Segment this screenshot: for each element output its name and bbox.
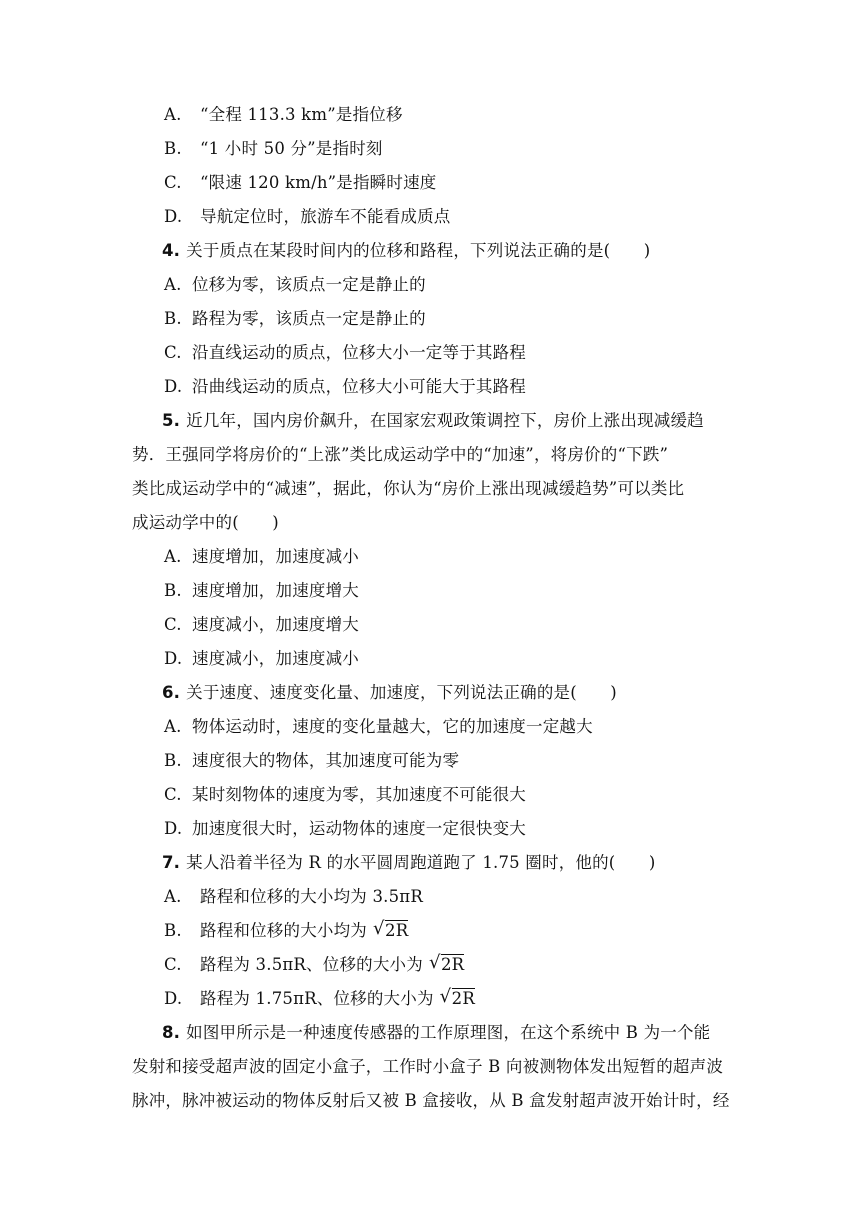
option-letter: A. <box>164 887 182 906</box>
q4-option-b <box>164 307 426 331</box>
q5-option-d <box>164 647 359 671</box>
option-text: 物体运动时，速度的变化量越大，它的加速度一定越大 <box>192 717 593 736</box>
question-text: 关于质点在某段时间内的位移和路程，下列说法正确的是( ) <box>186 241 651 260</box>
q7-option-d <box>164 987 475 1011</box>
q6-option-c <box>164 783 526 807</box>
q5-option-c <box>164 613 359 637</box>
q4-option-a <box>164 273 426 297</box>
q6-stem <box>162 681 617 705</box>
question-number: 6. <box>162 683 181 702</box>
option-letter: D. <box>164 649 183 668</box>
option-text: 速度增加，加速度减小 <box>192 547 359 566</box>
option-text: 速度减小，加速度减小 <box>192 649 359 668</box>
sqrt-sign-icon: √ <box>428 952 441 973</box>
q8-stem-line-3: 脉冲，脉冲被运动的物体反射后又被 B 盒接收，从 B 盒发射超声波开始计时，经 <box>132 1091 730 1110</box>
option-letter: C. <box>164 615 182 634</box>
option-text: 路程为 1.75πR、位移的大小为 <box>200 989 434 1008</box>
option-letter: A. <box>164 717 182 736</box>
question-number: 4. <box>162 241 181 260</box>
q4-option-d <box>164 375 526 399</box>
q3-option-d <box>164 205 451 229</box>
option-letter: C. <box>164 785 182 804</box>
q5-option-b <box>164 579 359 603</box>
q3-option-c <box>164 171 436 195</box>
sqrt-expression <box>440 987 475 1011</box>
option-text: 某时刻物体的速度为零，其加速度不可能很大 <box>192 785 526 804</box>
q7-option-c <box>164 953 464 977</box>
q4-option-c <box>164 341 526 365</box>
option-text: “限速 120 km/h”是指瞬时速度 <box>200 173 437 192</box>
q5-stem-line-1 <box>162 409 704 433</box>
option-text: 沿直线运动的质点，位移大小一定等于其路程 <box>192 343 526 362</box>
option-letter: B. <box>164 921 182 940</box>
q7-option-b <box>164 919 408 943</box>
option-letter: D. <box>164 377 183 396</box>
option-letter: C. <box>164 343 182 362</box>
q5-stem-line-4: 成运动学中的( ) <box>132 513 279 532</box>
option-text: 路程为零，该质点一定是静止的 <box>192 309 426 328</box>
q8-stem-line-1 <box>162 1021 710 1045</box>
q6-option-b <box>164 749 459 773</box>
option-letter: B. <box>164 309 182 328</box>
q7-option-a <box>164 885 423 909</box>
question-text: 关于速度、速度变化量、加速度，下列说法正确的是( ) <box>186 683 617 702</box>
option-text: 速度减小，加速度增大 <box>192 615 359 634</box>
sqrt-expression <box>373 919 408 943</box>
question-text: 某人沿着半径为 R 的水平圆周跑道跑了 1.75 圈时，他的( ) <box>186 853 656 872</box>
option-letter: B. <box>164 139 182 158</box>
q4-stem <box>162 239 650 263</box>
q7-stem <box>162 851 655 875</box>
sqrt-sign-icon: √ <box>439 986 452 1007</box>
option-text: 导航定位时，旅游车不能看成质点 <box>200 207 451 226</box>
question-number: 5. <box>162 411 181 430</box>
option-letter: D. <box>164 819 183 838</box>
q5-stem-line-3: 类比成运动学中的“减速”，据此，你认为“房价上涨出现减缓趋势”可以类比 <box>132 479 685 498</box>
option-letter: C. <box>164 173 182 192</box>
q6-option-a <box>164 715 593 739</box>
q3-option-a <box>164 103 403 127</box>
option-letter: B. <box>164 751 182 770</box>
question-text: 近几年，国内房价飙升，在国家宏观政策调控下，房价上涨出现减缓趋 <box>186 411 704 430</box>
sqrt-radicand: 2R <box>451 989 475 1008</box>
q8-stem-line-2: 发射和接受超声波的固定小盒子，工作时小盒子 B 向被测物体发出短暂的超声波 <box>132 1057 724 1076</box>
option-letter: C. <box>164 955 182 974</box>
option-text: 沿曲线运动的质点，位移大小可能大于其路程 <box>192 377 526 396</box>
q5-stem-line-2: 势．王强同学将房价的“上涨”类比成运动学中的“加速”，将房价的“下跌” <box>132 445 669 464</box>
sqrt-radicand: 2R <box>440 955 465 974</box>
question-number: 7. <box>162 853 181 872</box>
q3-option-b <box>164 137 383 161</box>
option-letter: A. <box>164 547 182 566</box>
option-letter: D. <box>164 989 183 1008</box>
question-text: 如图甲所示是一种速度传感器的工作原理图，在这个系统中 B 为一个能 <box>186 1023 711 1042</box>
sqrt-sign-icon: √ <box>373 918 385 939</box>
sqrt-radicand: 2R <box>385 921 409 940</box>
option-text: 速度增加，加速度增大 <box>192 581 359 600</box>
option-text: 加速度很大时，运动物体的速度一定很快变大 <box>192 819 526 838</box>
option-text: “1 小时 50 分”是指时刻 <box>200 139 383 158</box>
option-text: “全程 113.3 km”是指位移 <box>200 105 403 124</box>
q5-option-a <box>164 545 359 569</box>
q6-option-d <box>164 817 526 841</box>
option-letter: A. <box>164 105 182 124</box>
option-text: 路程和位移的大小均为 3.5πR <box>200 887 423 906</box>
option-text: 位移为零，该质点一定是静止的 <box>192 275 426 294</box>
option-text: 路程和位移的大小均为 <box>200 921 367 940</box>
option-text: 速度很大的物体，其加速度可能为零 <box>192 751 460 770</box>
question-number: 8. <box>162 1023 181 1042</box>
option-letter: A. <box>164 275 182 294</box>
option-letter: D. <box>164 207 183 226</box>
option-letter: B. <box>164 581 182 600</box>
sqrt-expression <box>429 953 464 977</box>
option-text: 路程为 3.5πR、位移的大小为 <box>200 955 423 974</box>
